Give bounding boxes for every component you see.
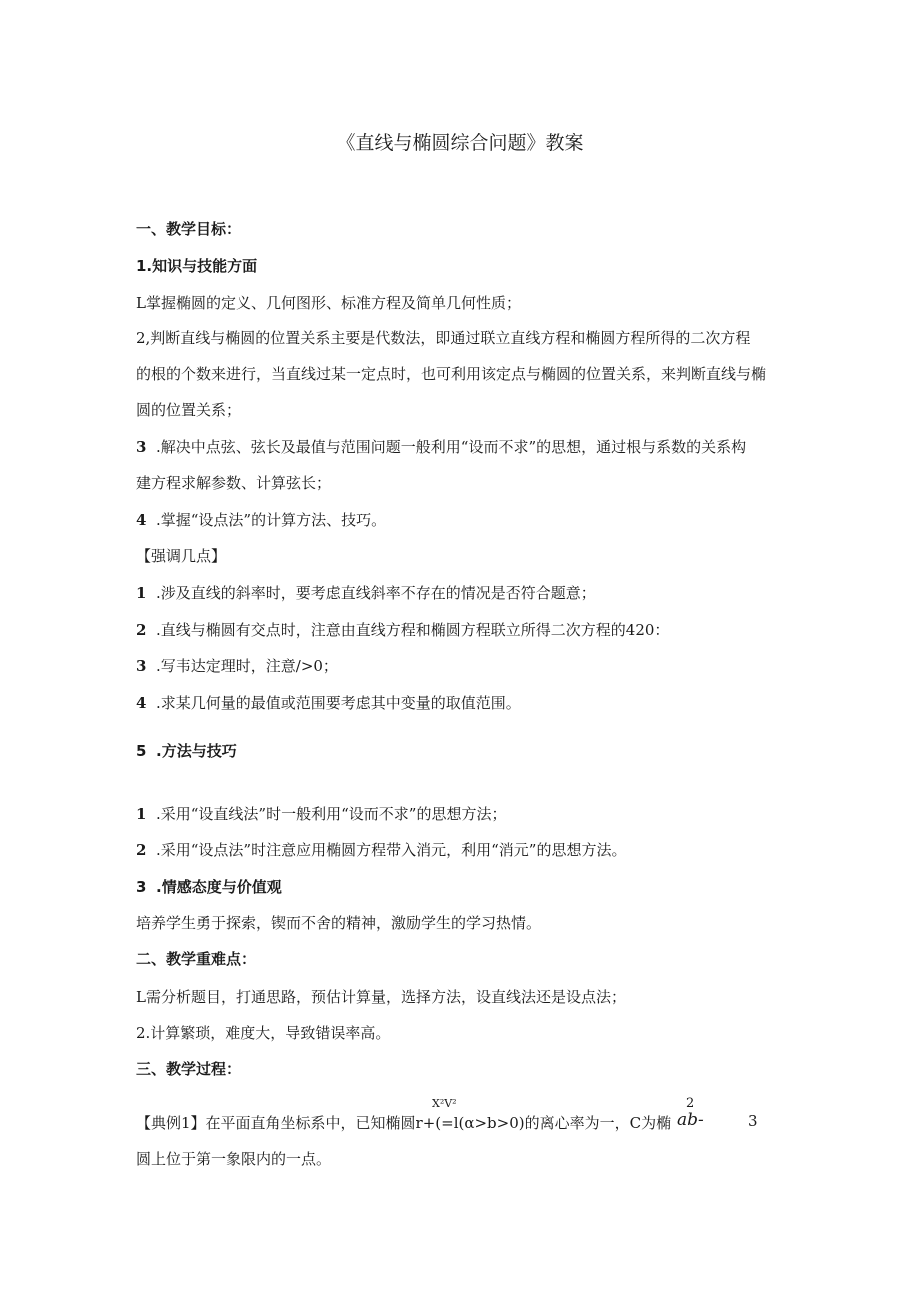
objective-2-line-1: 2,判断直线与椭圆的位置关系主要是代数法，即通过联立直线方程和椭圆方程所得的二次方程 [136, 329, 751, 347]
key-point-2: 2.计算繁琐，难度大，导致错误率高。 [136, 1024, 391, 1042]
list-number: 4 [136, 511, 147, 529]
emphasis-item-4 [136, 692, 521, 713]
list-number: 2 [136, 841, 147, 859]
list-text: .求某几何量的最值或范围要考虑其中变量的取值范围。 [156, 694, 521, 712]
list-number: 3 [136, 438, 147, 456]
objective-1: L掌握椭圆的定义、几何图形、标准方程及简单几何性质； [136, 294, 521, 312]
list-number: 4 [136, 694, 147, 712]
example-tail-fragment: 3 [748, 1112, 758, 1130]
method-item-2 [136, 839, 626, 860]
section-heading-key-points: 二、教学重难点： [136, 950, 257, 968]
method-item-1 [136, 803, 506, 824]
key-point-1: L需分析题目，打通思路，预估计算量，选择方法，设直线法还是设点法； [136, 988, 626, 1006]
example-italic-fragment: ab- [677, 1110, 704, 1130]
objective-3-line-1 [136, 436, 746, 457]
list-number: 3 [136, 657, 147, 675]
example-1-line-1 [136, 1112, 671, 1133]
example-superscript: X²V² [432, 1097, 457, 1110]
example-superscript-2: 2 [686, 1096, 695, 1111]
list-text: .情感态度与价值观 [156, 878, 282, 896]
list-text: .方法与技巧 [156, 742, 237, 760]
list-text: .直线与椭圆有交点时，注意由直线方程和椭圆方程联立所得二次方程的420： [156, 621, 670, 639]
emphasis-heading: 【强调几点】 [136, 547, 227, 565]
list-text: .采用“设点法”时注意应用椭圆方程带入消元，利用“消元”的思想方法。 [156, 841, 627, 859]
list-number: 3 [136, 878, 147, 896]
example-label: 【典例1】 [136, 1114, 206, 1132]
list-number: 1 [136, 584, 147, 602]
list-number: 1 [136, 805, 147, 823]
objective-2-line-2: 的根的个数来进行，当直线过某一定点时，也可利用该定点与椭圆的位置关系，来判断直线与椭 [136, 365, 767, 383]
example-text: 在平面直角坐标系中，已知椭圆r+(=l(α>b>0)的离心率为一，C为椭 [205, 1114, 672, 1132]
list-text: .解决中点弦、弦长及最值与范围问题一般利用“设而不求”的思想，通过根与系数的关系构 [156, 438, 747, 456]
list-number: 2 [136, 621, 147, 639]
list-text: .涉及直线的斜率时，要考虑直线斜率不存在的情况是否符合题意； [156, 584, 596, 602]
example-1-line-2: 圆上位于第一象限内的一点。 [136, 1150, 332, 1168]
subheading-values [136, 876, 282, 897]
values-text: 培养学生勇于探索，锲而不舍的精神，激励学生的学习热情。 [136, 914, 542, 932]
subheading-methods [136, 740, 237, 761]
objective-4 [136, 509, 386, 530]
document-title: 《直线与椭圆综合问题》教案 [336, 132, 584, 154]
objective-2-line-3: 圆的位置关系； [136, 401, 242, 419]
list-text: .掌握“设点法”的计算方法、技巧。 [156, 511, 387, 529]
subheading-knowledge-skills: 1.知识与技能方面 [136, 257, 258, 275]
list-text: .写韦达定理时，注意/>0； [156, 657, 338, 675]
emphasis-item-3 [136, 655, 338, 676]
objective-3-line-2: 建方程求解参数、计算弦长； [136, 474, 332, 492]
list-text: .采用“设直线法”时一般利用“设而不求”的思想方法； [156, 805, 507, 823]
emphasis-item-1 [136, 582, 596, 603]
section-heading-objectives: 一、教学目标： [136, 220, 242, 238]
list-number: 5 [136, 742, 147, 760]
section-heading-process: 三、教学过程： [136, 1060, 242, 1078]
emphasis-item-2 [136, 619, 669, 640]
